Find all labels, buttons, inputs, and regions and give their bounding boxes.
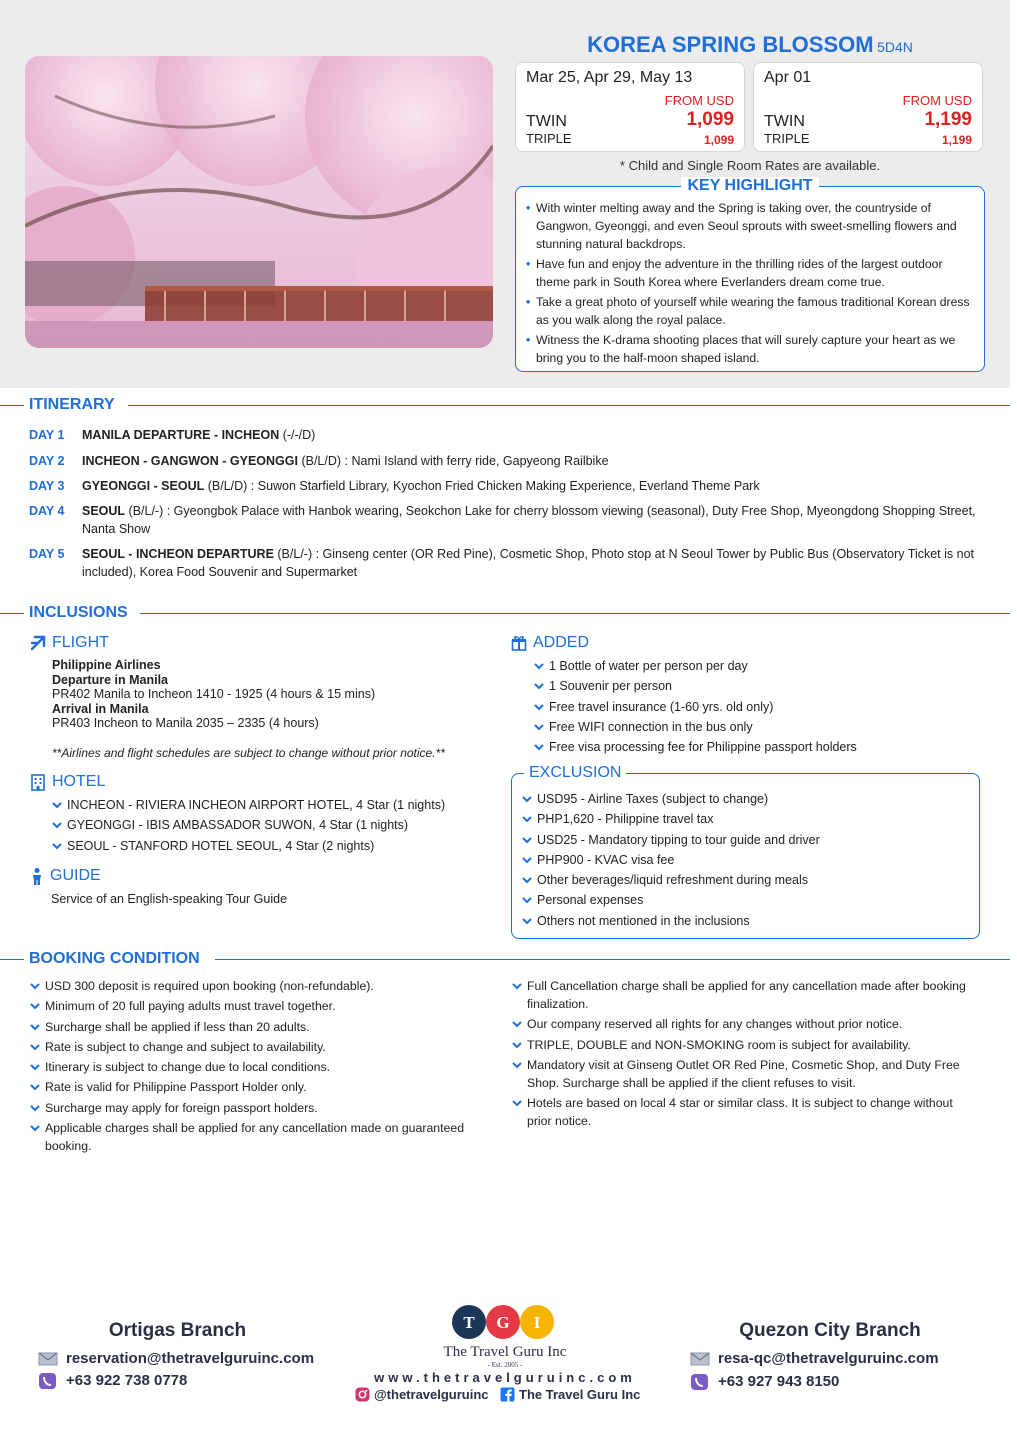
airline-name: Philippine Airlines bbox=[52, 658, 161, 672]
price-card-1 bbox=[515, 62, 745, 152]
departure-flight: PR402 Manila to Incheon 1410 - 1925 (4 hours & 15 mins) bbox=[52, 687, 376, 701]
price-from-label: FROM USD bbox=[664, 93, 734, 108]
chevron-down-icon bbox=[512, 1041, 522, 1049]
chevron-down-icon bbox=[30, 1023, 40, 1031]
twin-price: 1,199 bbox=[924, 109, 972, 130]
hotel-item: GYEONGGI - IBIS AMBASSADOR SUWON, 4 Star (1 nights) bbox=[52, 815, 492, 835]
chevron-down-icon bbox=[522, 856, 532, 864]
arrival-label: Arrival in Manila bbox=[52, 701, 149, 716]
facebook-icon bbox=[500, 1387, 515, 1402]
day-meals: (-/-/D) bbox=[279, 428, 316, 442]
booking-item: Applicable charges shall be applied for any cancellation made on guaranteed booking. bbox=[30, 1119, 490, 1155]
logo-letter: T bbox=[463, 1313, 475, 1332]
chevron-down-icon bbox=[512, 1099, 522, 1107]
ortigas-email[interactable]: reservation@thetravelguruinc.com bbox=[38, 1350, 314, 1367]
hotel-item: INCHEON - RIVIERA INCHEON AIRPORT HOTEL, 4 Star (1 nights) bbox=[52, 795, 492, 815]
day-details: : Nami Island with ferry ride, Gapyeong Railbike bbox=[341, 454, 609, 468]
chevron-down-icon bbox=[522, 815, 532, 823]
booking-item: Rate is valid for Philippine Passport Holder only. bbox=[30, 1078, 490, 1096]
chevron-down-icon bbox=[30, 1124, 40, 1132]
chevron-down-icon bbox=[30, 1083, 40, 1091]
triple-price: 1,199 bbox=[941, 133, 972, 147]
inclusions-title: INCLUSIONS bbox=[29, 604, 128, 621]
added-item: 1 Bottle of water per person per day bbox=[534, 656, 974, 676]
chevron-down-icon bbox=[534, 743, 544, 751]
guide-text: Service of an English-speaking Tour Guide bbox=[51, 892, 288, 906]
logo-letter: G bbox=[496, 1313, 510, 1332]
tgi-logo bbox=[451, 1304, 555, 1340]
flight-heading bbox=[30, 634, 109, 652]
triple-label: TRIPLE bbox=[764, 131, 810, 146]
chevron-down-icon bbox=[52, 801, 62, 809]
exclusion-title: EXCLUSION bbox=[524, 764, 626, 782]
chevron-down-icon bbox=[522, 917, 532, 925]
exclusion-item: PHP900 - KVAC visa fee bbox=[522, 850, 972, 870]
hotel-title: HOTEL bbox=[52, 773, 106, 790]
day-route: SEOUL - INCHEON DEPARTURE bbox=[82, 547, 274, 561]
booking-item: Our company reserved all rights for any changes without prior notice. bbox=[512, 1015, 977, 1033]
day-meals: (B/L/D) bbox=[297, 454, 342, 468]
booking-item: USD 300 deposit is required upon booking (non-refundable). bbox=[30, 977, 490, 995]
child-rate-note: * Child and Single Room Rates are available. bbox=[619, 158, 881, 173]
added-item: 1 Souvenir per person bbox=[534, 676, 974, 696]
day-label: DAY 3 bbox=[29, 479, 65, 493]
day-details: : Suwon Starfield Library, Kyochon Fried Chicken Making Experience, Everland Theme Park bbox=[247, 479, 760, 493]
ortigas-phone[interactable]: +63 922 738 0778 bbox=[38, 1372, 187, 1389]
tour-title bbox=[520, 32, 980, 58]
booking-list-left bbox=[30, 977, 490, 1157]
chevron-down-icon bbox=[512, 1020, 522, 1028]
cherry-blossom-photo bbox=[25, 56, 493, 348]
chevron-down-icon bbox=[534, 682, 544, 690]
added-heading bbox=[511, 634, 589, 652]
twin-label: TWIN bbox=[526, 113, 567, 130]
company-name: The Travel Guru Inc bbox=[443, 1344, 567, 1360]
booking-item: Minimum of 20 full paying adults must travel together. bbox=[30, 997, 490, 1015]
chevron-down-icon bbox=[522, 795, 532, 803]
flight-details bbox=[52, 658, 492, 731]
day-label: DAY 1 bbox=[29, 428, 65, 442]
added-item: Free visa processing fee for Philippine passport holders bbox=[534, 737, 974, 757]
day-meals: (B/L/D) bbox=[204, 479, 248, 493]
ortigas-branch-title: Ortigas Branch bbox=[108, 1320, 247, 1341]
chevron-down-icon bbox=[512, 1061, 522, 1069]
day-label: DAY 5 bbox=[29, 547, 65, 561]
chevron-down-icon bbox=[30, 1043, 40, 1051]
tour-guide-icon bbox=[30, 867, 44, 885]
chevron-down-icon bbox=[522, 876, 532, 884]
quezon-branch-title: Quezon City Branch bbox=[739, 1320, 921, 1341]
day-label: DAY 2 bbox=[29, 454, 65, 468]
chevron-down-icon bbox=[534, 723, 544, 731]
day-details: : Gyeongbok Palace with Hanbok wearing, Seokchon Lake for cherry blossom viewing (seasonal), Duty Free Shop, Myeongdong Shopping Street, Nanta Show bbox=[82, 504, 976, 536]
highlight-item: • With winter melting away and the Spring is taking over, the countryside of Gangwon, Gyeonggi, and even Seoul sprouts with sweet-smelling flowers and stunning natural backdrops. bbox=[526, 199, 974, 253]
logo-letter: I bbox=[533, 1313, 541, 1332]
tour-duration: 5D4N bbox=[877, 39, 913, 55]
triple-label: TRIPLE bbox=[526, 131, 572, 146]
chevron-down-icon bbox=[30, 1002, 40, 1010]
highlight-item: • Witness the K-drama shooting places that will surely capture your heart as we bring you to the half-moon shaped island. bbox=[526, 331, 974, 367]
day-route: GYEONGGI - SEOUL bbox=[82, 479, 205, 493]
exclusion-item: Others not mentioned in the inclusions bbox=[522, 911, 972, 931]
booking-list-right bbox=[512, 977, 977, 1132]
booking-item: Surcharge may apply for foreign passport holders. bbox=[30, 1099, 490, 1117]
inclusions-header bbox=[0, 604, 1010, 624]
flight-note: **Airlines and flight schedules are subject to change without prior notice.** bbox=[52, 746, 445, 760]
chevron-down-icon bbox=[30, 1104, 40, 1112]
day-label: DAY 4 bbox=[29, 504, 65, 518]
price-dates: Apr 01 bbox=[764, 69, 812, 86]
price-card-2 bbox=[753, 62, 983, 152]
instagram-link[interactable]: @thetravelguruinc bbox=[355, 1387, 489, 1402]
itinerary-title: ITINERARY bbox=[29, 396, 115, 413]
exclusion-item: USD25 - Mandatory tipping to tour guide and driver bbox=[522, 830, 972, 850]
hotel-item: SEOUL - STANFORD HOTEL SEOUL, 4 Star (2 nights) bbox=[52, 836, 492, 856]
guide-heading bbox=[30, 867, 101, 885]
added-item: Free travel insurance (1-60 yrs. old only) bbox=[534, 697, 974, 717]
chevron-down-icon bbox=[52, 821, 62, 829]
booking-header bbox=[0, 950, 1010, 970]
guide-title: GUIDE bbox=[50, 867, 101, 884]
key-highlight-box bbox=[515, 177, 985, 372]
day-route: SEOUL bbox=[82, 504, 126, 518]
added-item: Free WIFI connection in the bus only bbox=[534, 717, 974, 737]
quezon-email[interactable]: resa-qc@thetravelguruinc.com bbox=[690, 1350, 939, 1367]
chevron-down-icon bbox=[52, 842, 62, 850]
chevron-down-icon bbox=[30, 1063, 40, 1071]
viber-icon bbox=[690, 1374, 710, 1390]
chevron-down-icon bbox=[30, 982, 40, 990]
booking-item: Mandatory visit at Ginseng Outlet OR Red Pine, Cosmetic Shop, and Duty Free Shop. Surcharge shall be applied if the client refuses to visit. bbox=[512, 1056, 977, 1092]
key-highlight-title: KEY HIGHLIGHT bbox=[681, 177, 818, 194]
company-established: - Est. 2005 - bbox=[487, 1361, 523, 1369]
exclusion-list bbox=[522, 789, 972, 931]
day-meals: (B/L/-) bbox=[125, 504, 164, 518]
day-route: INCHEON - GANGWON - GYEONGGI bbox=[82, 454, 298, 468]
added-title: ADDED bbox=[533, 634, 590, 651]
highlight-item: • Have fun and enjoy the adventure in the thrilling rides of the largest outdoor theme park in South Korea where Everlanders dream come true. bbox=[526, 255, 974, 291]
airplane-icon bbox=[30, 635, 46, 651]
itinerary-header bbox=[0, 396, 1010, 416]
envelope-icon bbox=[38, 1351, 58, 1367]
booking-item: TRIPLE, DOUBLE and NON-SMOKING room is subject for availability. bbox=[512, 1036, 977, 1054]
chevron-down-icon bbox=[522, 836, 532, 844]
booking-item: Full Cancellation charge shall be applied for any cancellation made after booking finalization. bbox=[512, 977, 977, 1013]
day-details: : Ginseng center (OR Red Pine), Cosmetic Shop, Photo stop at N Seoul Tower by Public Bus (Observatory Ticket is not included), Korea Food Souvenir and Supermarket bbox=[82, 547, 974, 579]
exclusion-item: PHP1,620 - Philippine travel tax bbox=[522, 809, 972, 829]
price-from-label: FROM USD bbox=[902, 93, 972, 108]
day-route: MANILA DEPARTURE - INCHEON bbox=[82, 428, 280, 442]
exclusion-item: Personal expenses bbox=[522, 890, 972, 910]
booking-title: BOOKING CONDITION bbox=[29, 950, 200, 967]
twin-price: 1,099 bbox=[686, 109, 734, 130]
viber-icon bbox=[38, 1373, 58, 1389]
chevron-down-icon bbox=[534, 662, 544, 670]
booking-item: Rate is subject to change and subject to availability. bbox=[30, 1038, 490, 1056]
departure-label: Departure in Manila bbox=[52, 672, 168, 687]
tour-name: KOREA SPRING BLOSSOM bbox=[587, 32, 874, 57]
exclusion-item: USD95 - Airline Taxes (subject to change) bbox=[522, 789, 972, 809]
booking-item: Surcharge shall be applied if less than 20 adults. bbox=[30, 1018, 490, 1036]
day-meals: (B/L/-) bbox=[273, 547, 313, 561]
arrival-flight: PR403 Incheon to Manila 2035 – 2335 (4 hours) bbox=[52, 716, 319, 730]
instagram-icon bbox=[355, 1387, 370, 1402]
twin-label: TWIN bbox=[764, 113, 805, 130]
triple-price: 1,099 bbox=[703, 133, 734, 147]
exclusion-item: Other beverages/liquid refreshment during meals bbox=[522, 870, 972, 890]
chevron-down-icon bbox=[522, 896, 532, 904]
added-list bbox=[534, 656, 974, 757]
gift-icon bbox=[511, 635, 527, 651]
hotel-icon bbox=[30, 773, 46, 791]
facebook-link[interactable]: The Travel Guru Inc bbox=[500, 1387, 640, 1402]
flight-title: FLIGHT bbox=[52, 634, 109, 651]
quezon-phone[interactable]: +63 927 943 8150 bbox=[690, 1373, 839, 1390]
hotel-heading bbox=[30, 773, 105, 791]
chevron-down-icon bbox=[512, 982, 522, 990]
booking-item: Hotels are based on local 4 star or similar class. It is subject to change without prior notice. bbox=[512, 1094, 977, 1130]
envelope-icon bbox=[690, 1351, 710, 1367]
company-website[interactable]: www.thetravelguruinc.com bbox=[374, 1370, 636, 1385]
hotel-list bbox=[52, 795, 492, 856]
chevron-down-icon bbox=[534, 703, 544, 711]
highlight-item: • Take a great photo of yourself while wearing the famous traditional Korean dress as you walk along the royal palace. bbox=[526, 293, 974, 329]
booking-item: Itinerary is subject to change due to local conditions. bbox=[30, 1058, 490, 1076]
price-dates: Mar 25, Apr 29, May 13 bbox=[526, 69, 693, 86]
